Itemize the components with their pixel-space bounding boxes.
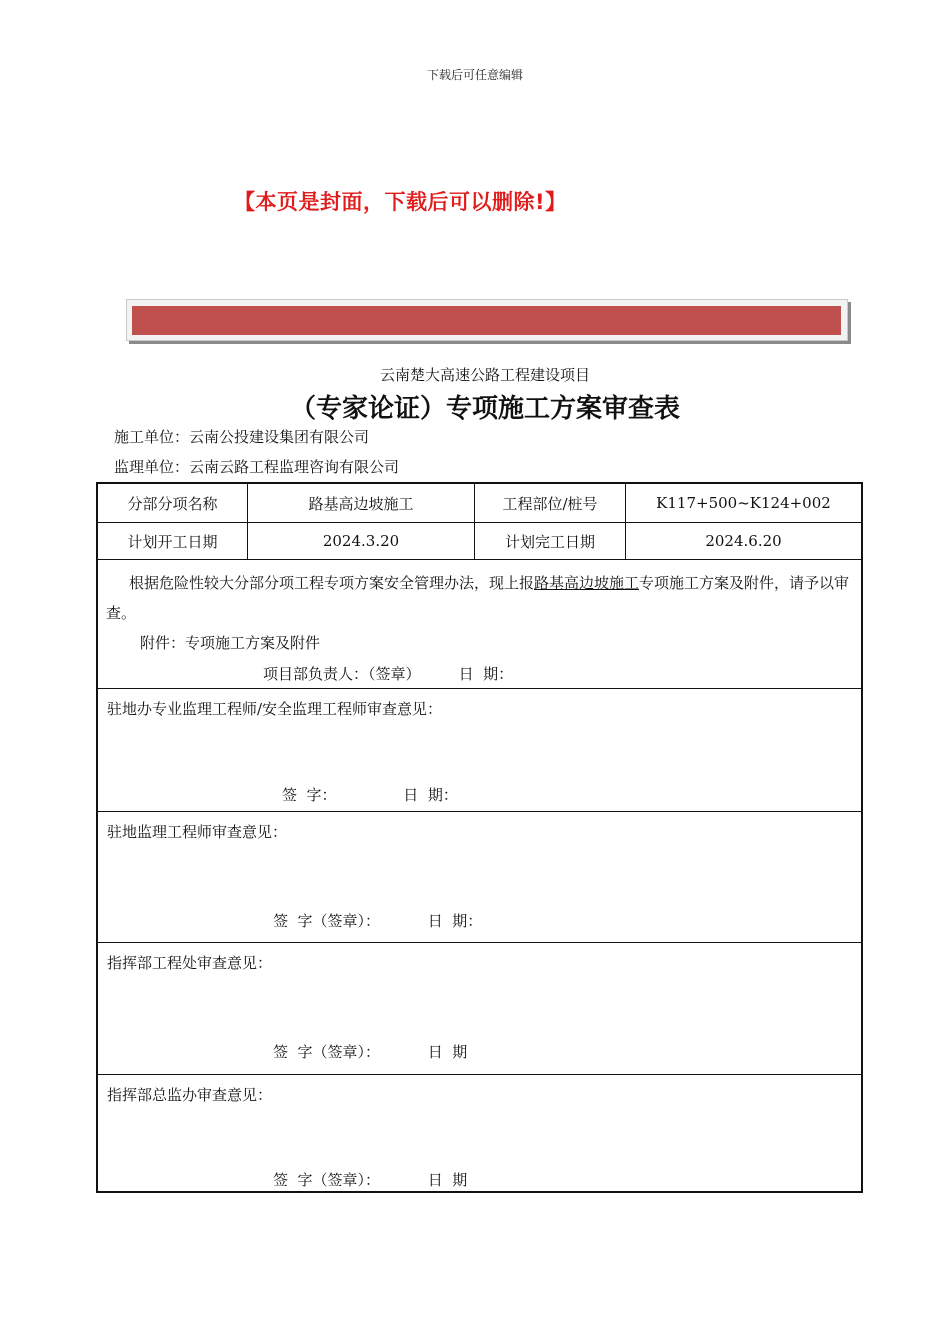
planned-finish-label: 计划完工日期: [474, 523, 625, 559]
sub-item-name-value: 路基高边坡施工: [247, 484, 474, 522]
submission-text: [106, 568, 853, 628]
attachment-note: 附件：专项施工方案及附件: [140, 634, 321, 652]
review-title: 驻地办专业监理工程师/安全监理工程师审查意见：: [107, 700, 443, 718]
submission-text-end: 专项施工方案及附件，请予以审查。: [106, 574, 850, 622]
header-note: 下载后可任意编辑: [426, 68, 523, 82]
review-section-resident-engineer: [98, 689, 861, 812]
review-signature-line: 签 字： 日 期：: [282, 786, 458, 804]
location-stake-value: K117+500~K124+002: [625, 484, 861, 522]
planned-start-value: 2024.3.20: [247, 523, 474, 559]
review-title: 指挥部总监办审查意见：: [107, 1086, 273, 1104]
construction-unit: 施工单位：云南公投建设集团有限公司: [114, 428, 370, 446]
planned-finish-value: 2024.6.20: [625, 523, 861, 559]
decorative-banner: [126, 299, 848, 341]
review-signature-line: 签 字（签章）： 日 期: [273, 1171, 468, 1189]
review-section-engineering-dept: [98, 943, 861, 1075]
location-stake-label: 工程部位/桩号: [474, 484, 625, 522]
submission-section: [98, 560, 861, 689]
submission-project-underlined: 路基高边坡施工: [534, 574, 640, 592]
review-title: 驻地监理工程师审查意见：: [107, 823, 288, 841]
review-section-resident-supervisor: [98, 812, 861, 943]
cover-delete-note: 【本页是封面，下载后可以删除!】: [234, 190, 567, 214]
document-title: （专家论证）专项施工方案审查表: [289, 394, 680, 424]
project-name: 云南楚大高速公路工程建设项目: [379, 366, 590, 384]
review-signature-line: 签 字（签章）： 日 期: [273, 1043, 468, 1061]
review-section-chief-supervisor: [98, 1075, 861, 1191]
submission-text-start: 根据危险性较大分部分项工程专项方案安全管理办法，现上报: [129, 574, 535, 592]
review-form-table: [96, 482, 863, 1193]
review-signature-line: 签 字（签章）： 日 期：: [273, 912, 483, 930]
table-row: [98, 484, 861, 523]
table-row: [98, 523, 861, 560]
project-manager-signature: 项目部负责人：（签章） 日 期：: [263, 665, 514, 683]
review-title: 指挥部工程处审查意见：: [107, 954, 273, 972]
banner-fill: [132, 306, 841, 335]
planned-start-label: 计划开工日期: [127, 532, 218, 551]
supervision-unit: 监理单位：云南云路工程监理咨询有限公司: [114, 458, 400, 476]
sub-item-name-label: 分部分项名称: [127, 494, 218, 513]
